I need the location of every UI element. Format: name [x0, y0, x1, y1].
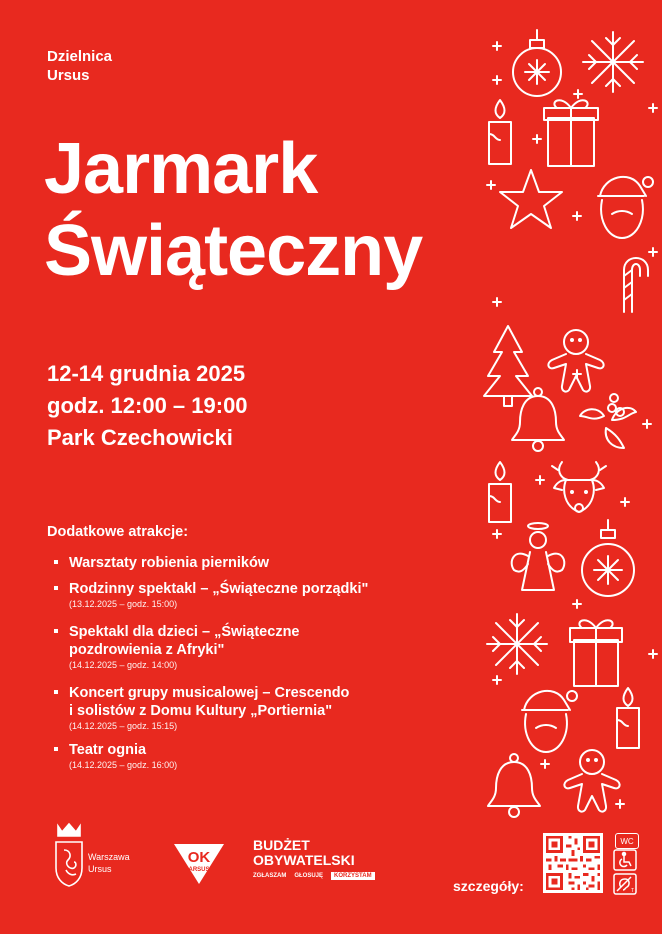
attraction-name: Teatr ognia — [69, 742, 147, 758]
snowflake-icon — [487, 614, 547, 674]
budget-tag: ZGŁASZAM — [253, 873, 287, 879]
wc-icon — [615, 833, 639, 849]
budget-logo — [253, 838, 355, 868]
holly-icon — [580, 394, 636, 448]
event-dates: 12-14 grudnia 2025 — [47, 361, 246, 386]
event-hours: godz. 12:00 – 19:00 — [47, 393, 248, 418]
list-item — [54, 684, 454, 733]
santa-icon — [598, 177, 653, 238]
attraction-name: Warsztaty robienia pierników — [69, 555, 270, 571]
budget-line1: BUDŻET — [253, 837, 310, 853]
title-line1: Jarmark — [44, 129, 318, 209]
angel-icon — [512, 523, 565, 590]
wc-label: WC — [620, 836, 634, 846]
warszawa-ursus-text — [88, 851, 130, 875]
list-item — [54, 580, 454, 611]
ornament-icon — [582, 520, 634, 596]
snowflake-icon — [583, 32, 643, 92]
candy-cane-icon — [624, 258, 648, 312]
budget-tag: KORZYSTAM — [331, 872, 375, 880]
candle-icon — [489, 462, 511, 522]
qr-code[interactable] — [543, 833, 603, 893]
svg-text:ARSUS: ARSUS — [188, 867, 210, 873]
budget-tag: GŁOSUJĘ — [294, 873, 324, 879]
reindeer-icon — [552, 462, 606, 512]
candle-icon — [617, 688, 639, 748]
ok-arsus-logo — [170, 838, 228, 886]
attractions-heading: Dodatkowe atrakcje: — [47, 524, 189, 540]
bullet-icon — [54, 560, 58, 564]
attraction-date: (14.12.2025 – godz. 16:00) — [69, 760, 178, 770]
title-line2: Świąteczny — [44, 211, 423, 291]
gift-icon — [570, 620, 622, 686]
bullet-icon — [54, 747, 58, 751]
warszawa-crest-logo — [52, 820, 86, 892]
candle-icon — [489, 100, 511, 164]
event-place: Park Czechowicki — [47, 425, 233, 450]
warszawa-line1: Warszawa — [88, 852, 130, 862]
bell-icon — [512, 388, 564, 451]
wheelchair-icon — [613, 849, 637, 871]
bullet-icon — [54, 690, 58, 694]
hearing-loop-icon — [613, 873, 637, 895]
list-item — [54, 741, 454, 772]
attraction-date: (14.12.2025 – godz. 15:15) — [69, 721, 178, 731]
budget-tags — [253, 872, 375, 880]
ornament-icon — [513, 30, 561, 96]
event-details — [47, 358, 248, 454]
attractions-list — [54, 554, 454, 780]
christmas-tree-icon — [484, 326, 532, 406]
bell-icon — [488, 754, 540, 817]
star-icon — [500, 170, 562, 228]
svg-text:T: T — [631, 888, 635, 894]
district-line2: Ursus — [47, 67, 90, 84]
gift-icon — [544, 100, 598, 166]
attraction-date: (14.12.2025 – godz. 14:00) — [69, 660, 178, 670]
attraction-date: (13.12.2025 – godz. 15:00) — [69, 599, 178, 609]
page-title — [44, 128, 422, 292]
district-line1: Dzielnica — [47, 48, 113, 65]
list-item — [54, 554, 454, 572]
warszawa-line2: Ursus — [88, 864, 112, 874]
svg-text:OK: OK — [187, 849, 211, 866]
attraction-name: Rodzinny spektakl – „Świąteczne porządki" — [69, 581, 369, 597]
christmas-icons-column — [480, 25, 660, 825]
bullet-icon — [54, 586, 58, 590]
budget-line2: OBYWATELSKI — [253, 852, 355, 868]
gingerbread-man-icon — [564, 750, 619, 812]
bullet-icon — [54, 629, 58, 633]
district-label — [47, 47, 112, 85]
list-item — [54, 623, 454, 672]
attraction-name: Spektakl dla dzieci – „Świąteczne pozdrowienia z Afryki" — [69, 624, 300, 658]
attraction-name: Koncert grupy musicalowej – Crescendo i solistów z Domu Kultury „Portiernia" — [69, 685, 350, 719]
details-label: szczegóły: — [453, 878, 524, 894]
santa-icon — [522, 691, 577, 752]
gingerbread-man-icon — [548, 330, 603, 392]
